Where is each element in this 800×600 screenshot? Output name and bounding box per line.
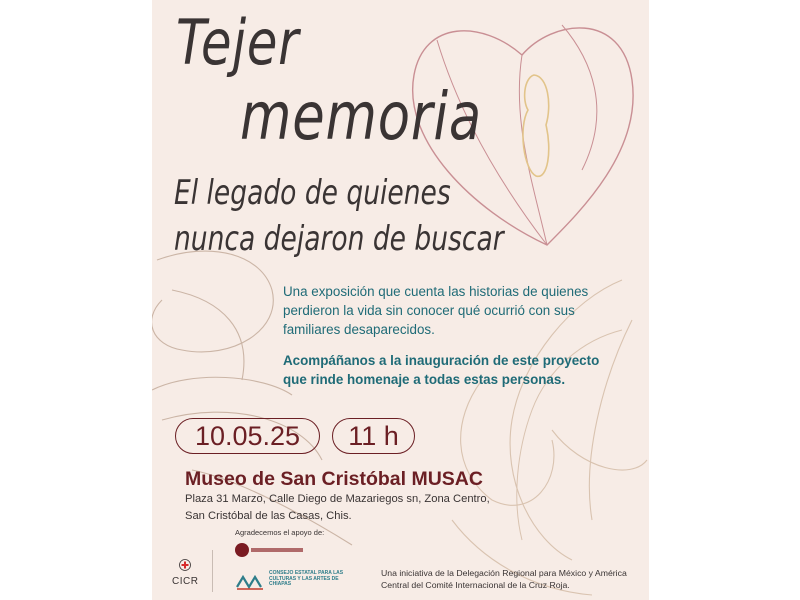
exhibition-description: Una exposición que cuenta las historias de quienes perdieron la vida sin conocer qué ocurrió con sus familiares desaparecidos. (283, 284, 589, 337)
title-line-1: Tejer (176, 6, 300, 79)
title-line-2: memoria (240, 78, 482, 155)
cultural-council-logo-icon (235, 573, 265, 591)
footer-divider (212, 550, 213, 592)
cicr-label: CICR (172, 576, 199, 587)
invitation-text: Acompáñanos a la inauguración de este proyecto que rinde homenaje a todas estas personas. (283, 353, 600, 387)
event-date: 10.05.25 (175, 418, 320, 454)
venue-name: Museo de San Cristóbal MUSAC (185, 468, 483, 490)
cicr-logo-icon (179, 559, 191, 571)
cultural-council-name: CONSEJO ESTATAL PARA LAS CULTURAS Y LAS ARTES DE CHIAPAS (269, 570, 344, 587)
address-line-2: San Cristóbal de las Casas, Chis. (185, 510, 352, 522)
event-time: 11 h (332, 418, 415, 454)
seed-shape (523, 75, 549, 176)
poster (152, 0, 649, 600)
subtitle-line-1: El legado de quienes (174, 173, 451, 213)
thanks-label: Agradecemos el apoyo de: (235, 528, 325, 537)
sponsor-logo-wordmark (251, 548, 303, 552)
venue-address (185, 491, 515, 525)
subtitle-line-2: nunca dejaron de buscar (174, 219, 504, 259)
sponsor-logo-icon (235, 543, 249, 557)
address-line-1: Plaza 31 Marzo, Calle Diego de Mazariegos sn, Zona Centro, (185, 493, 490, 505)
initiative-note: Una iniciativa de la Delegación Regional para México y América Central del Comité Internacional de la Cruz Roja. (381, 568, 627, 590)
